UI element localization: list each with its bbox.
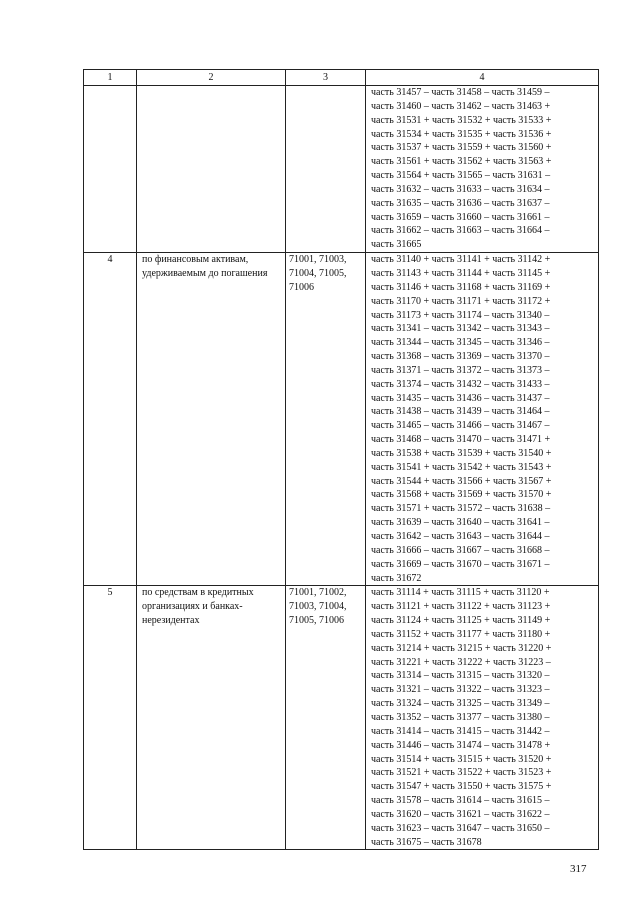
formula-line: часть 31114 + часть 31115 + часть 31120 + (371, 587, 550, 599)
formula-line: часть 31662 – часть 31663 – часть 31664 – (371, 225, 550, 237)
formula-line: часть 31321 – часть 31322 – часть 31323 – (371, 684, 550, 696)
formula-line: часть 31438 – часть 31439 – часть 31464 – (371, 406, 550, 418)
formula-line: часть 31538 + часть 31539 + часть 31540 + (371, 447, 552, 459)
row-codes: 71001, 71003, 71004, 71005, 71006 (286, 253, 366, 586)
formula-line: часть 31468 – часть 31470 – часть 31471 + (371, 434, 551, 446)
header-col-4: 4 (366, 70, 599, 86)
row-number: 5 (84, 586, 137, 850)
formula-line: часть 31344 – часть 31345 – часть 31346 – (371, 337, 550, 349)
row-formula (366, 86, 599, 253)
formula-line: часть 31514 + часть 31515 + часть 31520 + (371, 753, 552, 765)
formula-line: часть 31666 – часть 31667 – часть 31668 – (371, 544, 550, 556)
formula-line: часть 31121 + часть 31122 + часть 31123 + (371, 601, 551, 613)
row-description: по средствам в кредитных организациях и банках-нерезидентах (137, 586, 286, 850)
table-row (84, 86, 599, 253)
formula-line: часть 31541 + часть 31542 + часть 31543 + (371, 461, 552, 473)
formula-line: часть 31635 – часть 31636 – часть 31637 – (371, 197, 550, 209)
row-description (137, 86, 286, 253)
formula-line: часть 31521 + часть 31522 + часть 31523 + (371, 767, 552, 779)
formula-line: часть 31675 – часть 31678 (371, 836, 482, 848)
formula-table (83, 69, 599, 850)
formula-line: часть 31561 + часть 31562 + часть 31563 + (371, 156, 552, 168)
row-description: по финансовым активам, удерживаемым до погашения (137, 253, 286, 586)
formula-line: часть 31146 + часть 31168 + часть 31169 + (371, 281, 551, 293)
formula-line: часть 31642 – часть 31643 – часть 31644 – (371, 531, 550, 542)
table-row (84, 586, 599, 850)
row-formula (366, 253, 599, 586)
formula-line: часть 31124 + часть 31125 + часть 31149 + (371, 615, 551, 627)
formula-line: часть 31659 – часть 31660 – часть 31661 – (371, 211, 550, 223)
table-row (84, 253, 599, 586)
row-codes: 71001, 71002, 71003, 71004, 71005, 71006 (286, 586, 366, 850)
formula-line: часть 31435 – часть 31436 – часть 31437 – (371, 392, 550, 404)
formula-line: часть 31534 + часть 31535 + часть 31536 + (371, 128, 552, 140)
formula-line: часть 31465 – часть 31466 – часть 31467 – (371, 420, 550, 432)
header-row (84, 70, 599, 86)
formula-line: часть 31623 – часть 31647 – часть 31650 – (371, 822, 550, 834)
formula-line: часть 31221 + часть 31222 + часть 31223 – (371, 656, 551, 668)
header-col-3: 3 (286, 70, 366, 86)
formula-line: часть 31143 + часть 31144 + часть 31145 + (371, 267, 551, 279)
formula-line: часть 31537 + часть 31559 + часть 31560 + (371, 142, 552, 154)
formula-line: часть 31578 – часть 31614 – часть 31615 – (371, 795, 550, 807)
row-number (84, 86, 137, 253)
page-number: 317 (570, 863, 587, 875)
header-col-2: 2 (137, 70, 286, 86)
formula-line: часть 31457 – часть 31458 – часть 31459 – (371, 87, 550, 98)
formula-line: часть 31531 + часть 31532 + часть 31533 + (371, 114, 552, 126)
formula-line: часть 31170 + часть 31171 + часть 31172 + (371, 295, 551, 307)
formula-line: часть 31544 + часть 31566 + часть 31567 + (371, 475, 552, 487)
formula-line: часть 31639 – часть 31640 – часть 31641 – (371, 517, 550, 529)
formula-line: часть 31341 – часть 31342 – часть 31343 – (371, 323, 550, 335)
formula-line: часть 31371 – часть 31372 – часть 31373 – (371, 364, 550, 376)
row-number: 4 (84, 253, 137, 586)
header-col-1: 1 (84, 70, 137, 86)
formula-line: часть 31669 – часть 31670 – часть 31671 – (371, 558, 550, 570)
formula-line: часть 31620 – часть 31621 – часть 31622 – (371, 808, 550, 820)
formula-line: часть 31140 + часть 31141 + часть 31142 + (371, 254, 551, 266)
formula-line: часть 31324 – часть 31325 – часть 31349 – (371, 698, 550, 710)
formula-line: часть 31152 + часть 31177 + часть 31180 + (371, 628, 551, 640)
row-codes (286, 86, 366, 253)
formula-line: часть 31374 – часть 31432 – часть 31433 – (371, 378, 550, 390)
formula-line: часть 31368 – часть 31369 – часть 31370 – (371, 351, 550, 363)
formula-line: часть 31571 + часть 31572 – часть 31638 – (371, 503, 551, 515)
formula-line: часть 31665 (371, 239, 422, 251)
row-formula (366, 586, 599, 850)
formula-line: часть 31214 + часть 31215 + часть 31220 + (371, 642, 552, 654)
formula-line: часть 31460 – часть 31462 – часть 31463 + (371, 100, 551, 112)
formula-line: часть 31414 – часть 31415 – часть 31442 – (371, 725, 550, 737)
formula-line: часть 31632 – часть 31633 – часть 31634 – (371, 183, 550, 195)
formula-line: часть 31446 – часть 31474 – часть 31478 + (371, 739, 551, 751)
formula-line: часть 31672 (371, 572, 422, 584)
formula-line: часть 31352 – часть 31377 – часть 31380 – (371, 711, 550, 723)
formula-line: часть 31314 – часть 31315 – часть 31320 – (371, 670, 550, 682)
formula-line: часть 31173 + часть 31174 – часть 31340 – (371, 309, 550, 321)
formula-line: часть 31568 + часть 31569 + часть 31570 + (371, 489, 552, 501)
formula-line: часть 31564 + часть 31565 – часть 31631 – (371, 170, 551, 182)
formula-line: часть 31547 + часть 31550 + часть 31575 + (371, 781, 552, 793)
